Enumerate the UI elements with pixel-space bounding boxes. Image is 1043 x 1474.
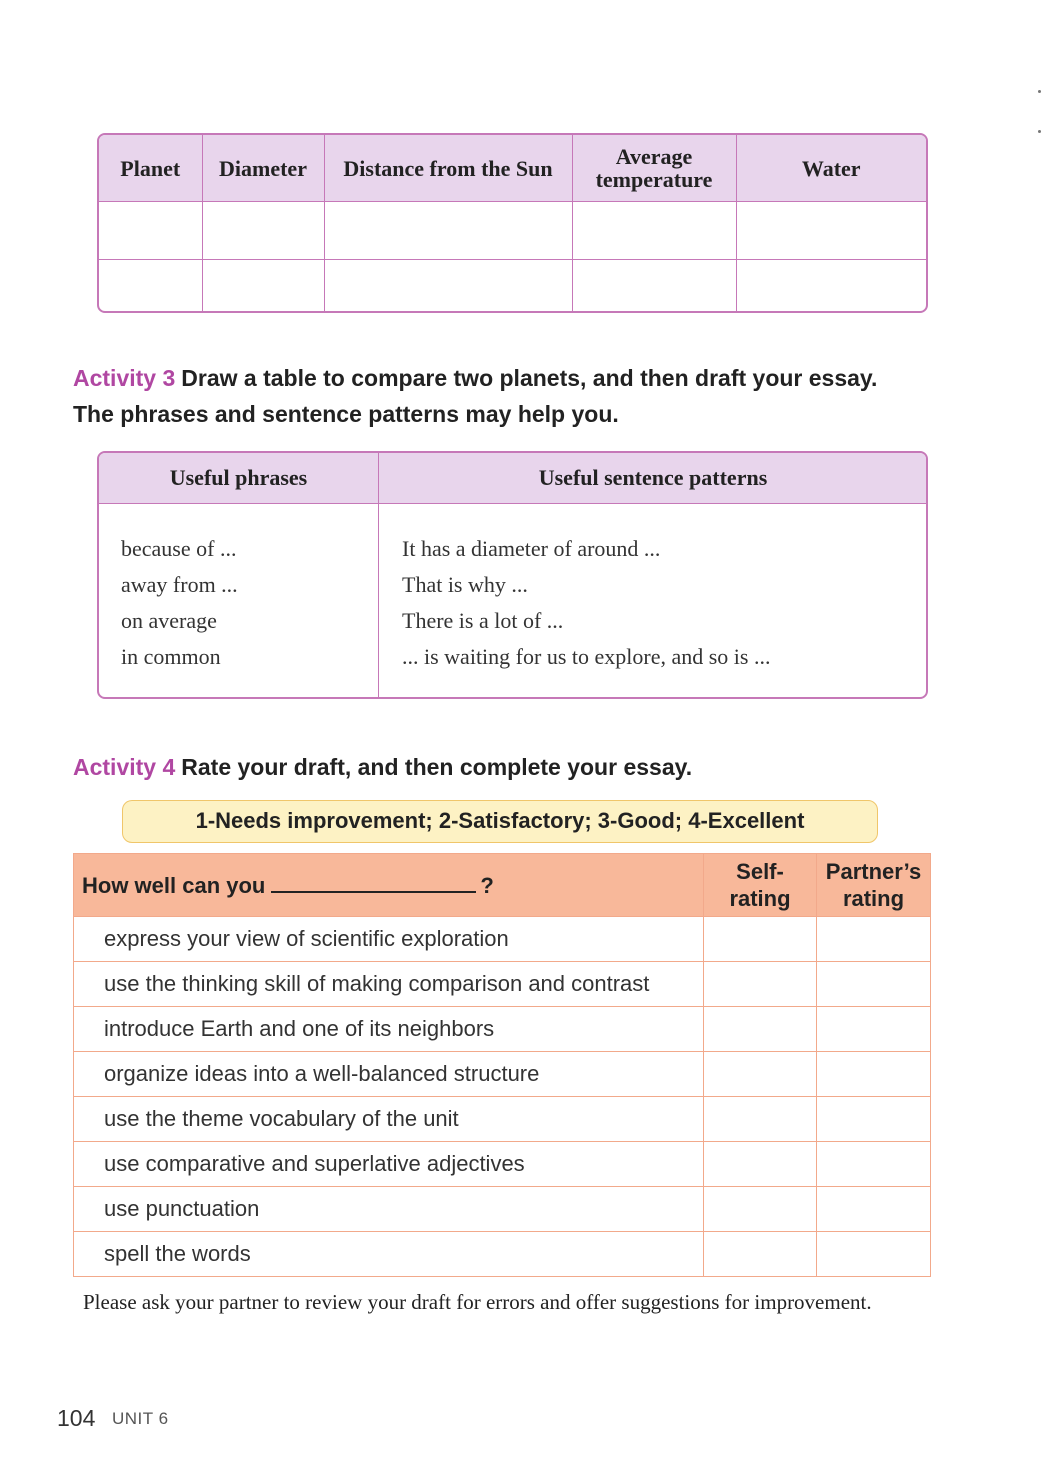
useful-patterns-list bbox=[402, 535, 770, 679]
activity3-tag: Activity 3 bbox=[73, 365, 176, 391]
pattern-item: It has a diameter of around ... bbox=[402, 536, 661, 561]
distance-cell[interactable] bbox=[324, 202, 572, 260]
question-prefix: How well can you bbox=[82, 873, 266, 898]
self-rating-cell[interactable] bbox=[704, 962, 817, 1007]
planet-table-row bbox=[99, 260, 926, 314]
pattern-item: ... is waiting for us to explore, and so is ... bbox=[402, 644, 771, 669]
phrase-item: because of ... bbox=[121, 536, 237, 561]
skill-label: organize ideas into a well-balanced structure bbox=[74, 1052, 704, 1097]
phrase-item: in common bbox=[121, 644, 221, 669]
partner-rating-cell[interactable] bbox=[817, 1052, 931, 1097]
skill-label: use the thinking skill of making comparison and contrast bbox=[74, 962, 704, 1007]
planet-header-planet: Planet bbox=[99, 135, 202, 202]
skill-label: use comparative and superlative adjectives bbox=[74, 1142, 704, 1187]
unit-label: UNIT 6 bbox=[112, 1409, 169, 1428]
temperature-cell[interactable] bbox=[572, 260, 736, 314]
partner-rating-cell[interactable] bbox=[817, 1232, 931, 1277]
activity3-heading bbox=[73, 365, 877, 392]
diameter-cell[interactable] bbox=[202, 202, 324, 260]
skill-label: spell the words bbox=[74, 1232, 704, 1277]
activity4-instruction: Rate your draft, and then complete your essay. bbox=[181, 754, 693, 780]
table-row bbox=[74, 962, 931, 1007]
partner-rating-cell[interactable] bbox=[817, 917, 931, 962]
self-rating-cell[interactable] bbox=[704, 917, 817, 962]
planet-table-row bbox=[99, 202, 926, 260]
table-row bbox=[74, 1232, 931, 1277]
table-row bbox=[74, 1142, 931, 1187]
self-rating-cell[interactable] bbox=[704, 1052, 817, 1097]
phrase-item: on average bbox=[121, 608, 217, 633]
activity3-instruction-line2: The phrases and sentence patterns may help you. bbox=[73, 401, 619, 427]
partner-rating-cell[interactable] bbox=[817, 1187, 931, 1232]
activity3-instruction-line1: Draw a table to compare two planets, and then draft your essay. bbox=[181, 365, 878, 391]
rating-table-header-row bbox=[74, 854, 931, 917]
partner-rating-header: Partner’s rating bbox=[817, 854, 931, 917]
useful-patterns-header: Useful sentence patterns bbox=[538, 465, 768, 490]
partner-rating-cell[interactable] bbox=[817, 1007, 931, 1052]
temperature-cell[interactable] bbox=[572, 202, 736, 260]
self-rating-cell[interactable] bbox=[704, 1232, 817, 1277]
self-rating-cell[interactable] bbox=[704, 1007, 817, 1052]
rating-question-header bbox=[74, 854, 704, 917]
footnote: Please ask your partner to review your draft for errors and offer suggestions for improvement. bbox=[83, 1290, 872, 1314]
planet-header-distance: Distance from the Sun bbox=[324, 135, 572, 202]
rating-key-banner: 1-Needs improvement; 2-Satisfactory; 3-Good; 4-Excellent bbox=[122, 800, 878, 843]
partner-rating-cell[interactable] bbox=[817, 1097, 931, 1142]
skill-label: use the theme vocabulary of the unit bbox=[74, 1097, 704, 1142]
self-rating-cell[interactable] bbox=[704, 1187, 817, 1232]
planet-header-temperature: Average temperature bbox=[572, 135, 736, 202]
pattern-item: That is why ... bbox=[402, 572, 528, 597]
activity4-heading bbox=[73, 754, 692, 781]
self-rating-header: Self- rating bbox=[704, 854, 817, 917]
partner-rating-cell[interactable] bbox=[817, 1142, 931, 1187]
skill-label: use punctuation bbox=[74, 1187, 704, 1232]
self-rating-cell[interactable] bbox=[704, 1142, 817, 1187]
pattern-item: There is a lot of ... bbox=[402, 608, 564, 633]
useful-phrases-header: Useful phrases bbox=[169, 465, 308, 490]
diameter-cell[interactable] bbox=[202, 260, 324, 314]
table-row bbox=[74, 1187, 931, 1232]
planet-cell[interactable] bbox=[99, 260, 202, 314]
self-rating-cell[interactable] bbox=[704, 1097, 817, 1142]
phrase-item: away from ... bbox=[121, 572, 238, 597]
planet-comparison-table bbox=[97, 133, 928, 313]
table-row bbox=[74, 1097, 931, 1142]
distance-cell[interactable] bbox=[324, 260, 572, 314]
question-suffix: ? bbox=[480, 873, 494, 898]
table-row bbox=[74, 1052, 931, 1097]
table-row bbox=[74, 1007, 931, 1052]
rating-table bbox=[73, 853, 930, 1277]
water-cell[interactable] bbox=[736, 260, 926, 314]
planet-cell[interactable] bbox=[99, 202, 202, 260]
edge-mark-top bbox=[1038, 90, 1041, 93]
useful-table-divider bbox=[378, 453, 379, 697]
skill-label: introduce Earth and one of its neighbors bbox=[74, 1007, 704, 1052]
planet-table-header-row bbox=[99, 135, 926, 202]
skill-label: express your view of scientific exploration bbox=[74, 917, 704, 962]
planet-header-diameter: Diameter bbox=[202, 135, 324, 202]
activity4-tag: Activity 4 bbox=[73, 754, 176, 780]
question-blank bbox=[271, 871, 476, 893]
planet-header-water: Water bbox=[736, 135, 926, 202]
page-number: 104 bbox=[57, 1405, 96, 1431]
useful-phrases-list bbox=[121, 535, 238, 679]
table-row bbox=[74, 917, 931, 962]
partner-rating-cell[interactable] bbox=[817, 962, 931, 1007]
water-cell[interactable] bbox=[736, 202, 926, 260]
edge-mark-bottom bbox=[1038, 130, 1041, 133]
useful-phrases-table bbox=[97, 451, 928, 699]
